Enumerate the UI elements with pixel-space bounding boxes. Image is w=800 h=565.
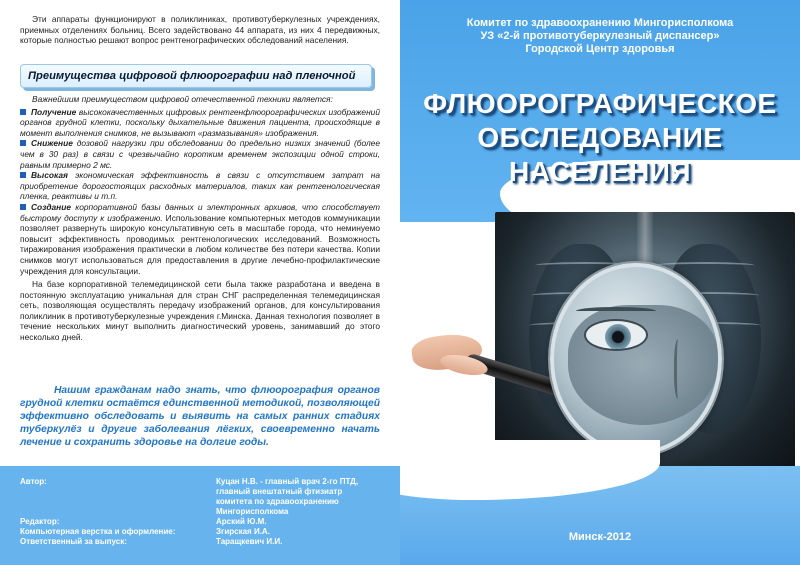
face-shape	[568, 305, 718, 425]
closing-message: Нашим гражданам надо знать, что флюорография органов грудной клетки остаётся единственной методикой, позволяющей эффективно обследовать и выявить на самых ранних стадиях туберкулёз и другие заболевания лёгких, своевременно начать лечение и сохранить здоровье на долгие годы.	[20, 385, 380, 448]
bullet-text: экономическая эффективность в связи с отсутствием затрат на приобретение дорогостоящих расходных материалов, таких как рентгенологическая пленка, реактивы и т.п.	[20, 170, 380, 202]
advantages-lead: Важнейшим преимуществом цифровой отечественной техники является:	[32, 94, 333, 104]
bullet-square-icon	[20, 204, 26, 210]
iris-shape	[605, 324, 631, 350]
bullet-bold: Создание	[31, 201, 71, 212]
editor-value: Арский Ю.М.	[216, 517, 267, 526]
bullet-item	[20, 107, 380, 139]
release-value: Таращкевич И.И.	[216, 537, 283, 546]
bullet-tail: Использование компьютерных методов коммуникации позволяет развернуть широкую консультативную сеть в масштабе города, что неминуемо повысит эффективность проводимых рентгенологических исследований. Возможность тиражирования изображения практически в любом количестве без потери качества. Копии снимков могут использоваться для предоставления в другие лечебно-профилактические учреждения для консультации.	[20, 212, 381, 276]
bullet-text: корпоративной базы данных и электронных архивов, что способствует быстрому доступу к изображению.	[20, 201, 381, 223]
magnifying-glass-icon	[550, 263, 722, 455]
bullet-square-icon	[20, 140, 26, 146]
org-line: Комитет по здравоохранению Мингорисполкома	[466, 17, 734, 29]
release-label: Ответственный за выпуск:	[20, 537, 127, 546]
author-value: Куцан Н.В. - главный врач 2-го ПТД,	[216, 477, 359, 486]
bullet-item	[20, 138, 380, 170]
author-value: Мингорисполкома	[216, 507, 289, 516]
nose-shape	[674, 339, 684, 399]
org-line: Городской Центр здоровья	[525, 43, 675, 55]
author-value: комитета по здравоохранению	[216, 497, 339, 506]
org-line: УЗ «2-й противотуберкулезный диспансер»	[480, 30, 720, 42]
intro-text	[20, 14, 380, 48]
title-line: ОБСЛЕДОВАНИЕ	[477, 122, 723, 153]
title-line: ФЛЮОРОГРАФИЧЕСКОЕ	[423, 88, 777, 119]
right-page	[400, 0, 800, 565]
eye-icon	[584, 319, 648, 351]
eyebrow-shape	[576, 307, 656, 315]
advantages-body	[20, 94, 380, 345]
bullet-bold: Получение	[31, 106, 77, 117]
advantages-header	[20, 64, 372, 88]
bullet-text: дозовой нагрузки при обследовании до предельно низких значений (более чем в 30 раз) в связи с чрезвычайно коротким временем экспозиции одной строки, равным примерно 2 мс.	[20, 138, 380, 170]
bullet-square-icon	[20, 172, 26, 178]
rib-shape	[655, 262, 755, 269]
layout-label: Компьютерная верстка и оформление:	[20, 527, 176, 536]
thumb-shape	[439, 351, 490, 379]
bullet-text: высококачественных цифровых рентгенфлюорографических изображений органов грудной клетки, поскольку дыхательные движения пациента, происходящие в момент выполнения снимков, не вызывают «размазывания» изображения.	[20, 106, 380, 138]
bullet-bold: Снижение	[31, 138, 73, 149]
bullet-square-icon	[20, 109, 26, 115]
author-value: главный внештатный фтизиатр	[216, 487, 343, 496]
city-year: Минск-2012	[568, 531, 632, 543]
telemed-paragraph: На базе корпоративной телемедицинской сети была также разработана и введена в постоянную эксплуатацию уникальная для стран СНГ распределенная телемедицинская сеть, позволяющая осуществлять передачу изображений органов, для консультирования поликлиник в противотуберкулезные учреждения г.Минска. Данная технология позволяет в течение нескольких минут выполнить диагностический уровень, занимавший до этого несколько дней.	[20, 279, 380, 343]
editor-label: Редактор:	[20, 517, 60, 526]
title-line: НАСЕЛЕНИЯ	[509, 156, 691, 187]
intro-paragraph: Эти аппараты функционируют в поликлиниках, противотуберкулезных учреждениях, приемных отделениях больниц. Всего задействовано 44 аппарата, из них 4 передвижных, которые полностью решают вопрос рентгенографических обследований населения.	[20, 14, 380, 46]
author-label: Автор:	[20, 477, 47, 486]
layout-value: Згирская И.А.	[216, 527, 270, 536]
bullet-item	[20, 170, 380, 202]
organization-block	[400, 17, 800, 56]
advantages-title: Преимущества цифровой флюорографии над пленочной	[28, 70, 356, 82]
bullet-item	[20, 202, 380, 276]
page-title	[400, 87, 800, 189]
bullet-bold: Высокая	[31, 170, 68, 181]
